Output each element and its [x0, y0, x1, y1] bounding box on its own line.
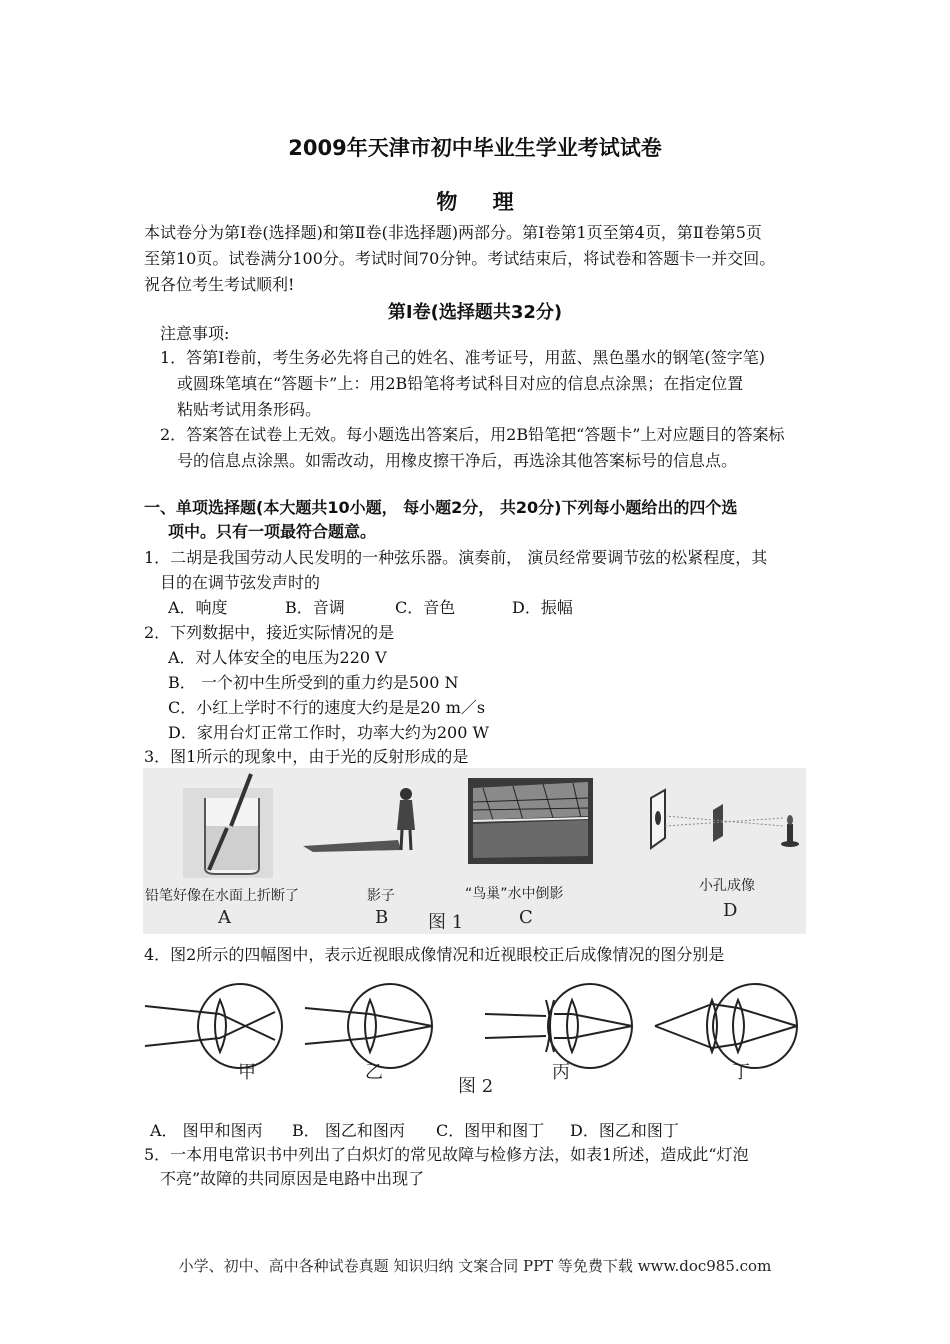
q5-stem-line-2: 不亮”故障的共同原因是电路中出现了 [160, 1169, 425, 1188]
q5-stem-line-1: 5．一本用电常识书中列出了白炽灯的常见故障与检修方法，如表1所述，造成此“灯泡 [144, 1145, 749, 1164]
q4-stem: 4．图2所示的四幅图中，表示近视眼成像情况和近视眼校正后成像情况的图分别是 [144, 945, 725, 964]
q2-option-a: A．对人体安全的电压为220 V [168, 648, 387, 667]
fig1-caption-b: 影子 [367, 888, 395, 904]
q1-stem-line-2: 目的在调节弦发声时的 [160, 573, 321, 592]
fig1-caption-d: 小孔成像 [699, 878, 755, 894]
figure-1 [143, 768, 806, 934]
fig1-label: 图 1 [428, 912, 464, 933]
figure-2 [140, 978, 805, 1098]
fig2-label-ding: 丁 [732, 1062, 750, 1083]
part1-heading-line-2: 项中。只有一项最符合题意。 [168, 522, 377, 541]
q2-option-b: B． 一个初中生所受到的重力约是500 N [168, 673, 459, 692]
q1-option-d: D．振幅 [512, 598, 573, 617]
q4-option-c: C．图甲和图丁 [436, 1121, 545, 1140]
fig1-letter-a: A [218, 907, 231, 928]
q1-option-a: A．响度 [168, 598, 228, 617]
intro-line-2: 至第10页。试卷满分100分。考试时间70分钟。考试结束后，将试卷和答题卡一并交回。 [144, 249, 776, 268]
q1-option-b: B．音调 [285, 598, 345, 617]
eye-diagram-bing [485, 984, 632, 1068]
pinhole-camera-illustration [651, 790, 799, 848]
q2-option-c: C．小红上学时不行的速度大约是是20 m／s [168, 698, 486, 717]
fig1-caption-a: 铅笔好像在水面上折断了 [145, 888, 299, 904]
person-shadow-illustration [303, 788, 415, 852]
fig1-caption-c: “鸟巢”水中倒影 [465, 886, 564, 902]
eye-diagram-jia [145, 984, 282, 1068]
eye-diagram-ding [655, 984, 797, 1068]
fig1-letter-c: C [519, 907, 533, 928]
q3-stem: 3．图1所示的现象中，由于光的反射形成的是 [144, 747, 469, 766]
fig2-label-jia: 甲 [238, 1062, 256, 1083]
note-line-4: 2．答案答在试卷上无效。每小题选出答案后，用2B铅笔把“答题卡”上对应题目的答案标 [160, 425, 785, 444]
fig2-label-yi: 乙 [365, 1062, 383, 1083]
fig1-letter-b: B [375, 907, 389, 928]
q4-option-a: A． 图甲和图丙 [150, 1121, 263, 1140]
note-line-3: 粘贴考试用条形码。 [177, 400, 322, 419]
page-title: 2009年天津市初中毕业生学业考试试卷 [288, 136, 662, 160]
intro-line-3: 祝各位考生考试顺利! [144, 275, 295, 294]
eye-diagram-yi [305, 984, 432, 1068]
q2-option-d: D．家用台灯正常工作时，功率大约为200 W [168, 723, 489, 742]
part1-heading-line-1: 一、单项选择题(本大题共10小题， 每小题2分， 共20分)下列每小题给出的四个选 [144, 498, 738, 517]
note-line-1: 1．答第Ⅰ卷前，考生务必先将自己的姓名、准考证号，用蓝、黑色墨水的钢笔(签字笔) [160, 348, 765, 367]
page-footer: 小学、初中、高中各种试卷真题 知识归纳 文案合同 PPT 等免费下载 www.doc985.com [178, 1257, 772, 1275]
note-line-5: 号的信息点涂黑。如需改动，用橡皮擦干净后，再选涂其他答案标号的信息点。 [177, 451, 738, 470]
section-title: 第Ⅰ卷(选择题共32分) [387, 302, 563, 323]
fig2-label-bing: 丙 [552, 1062, 570, 1083]
intro-line-1: 本试卷分为第Ⅰ卷(选择题)和第Ⅱ卷(非选择题)两部分。第Ⅰ卷第1页至第4页，第Ⅱ卷第5页 [144, 223, 762, 242]
birds-nest-reflection-illustration [468, 778, 593, 864]
fig2-label: 图 2 [458, 1076, 494, 1097]
q4-option-b: B． 图乙和图丙 [292, 1121, 405, 1140]
q4-option-d: D．图乙和图丁 [570, 1121, 679, 1140]
q1-stem-line-1: 1．二胡是我国劳动人民发明的一种弦乐器。演奏前， 演员经常要调节弦的松紧程度，其 [144, 548, 768, 567]
glass-pencil-illustration [183, 774, 273, 878]
notes-title: 注意事项: [160, 324, 230, 343]
subject-title: 物 理 [436, 190, 528, 214]
q1-option-c: C．音色 [395, 598, 456, 617]
fig1-letter-d: D [723, 900, 738, 921]
q2-stem: 2．下列数据中，接近实际情况的是 [144, 623, 395, 642]
note-line-2: 或圆珠笔填在“答题卡”上：用2B铅笔将考试科目对应的信息点涂黑；在指定位置 [177, 374, 744, 393]
